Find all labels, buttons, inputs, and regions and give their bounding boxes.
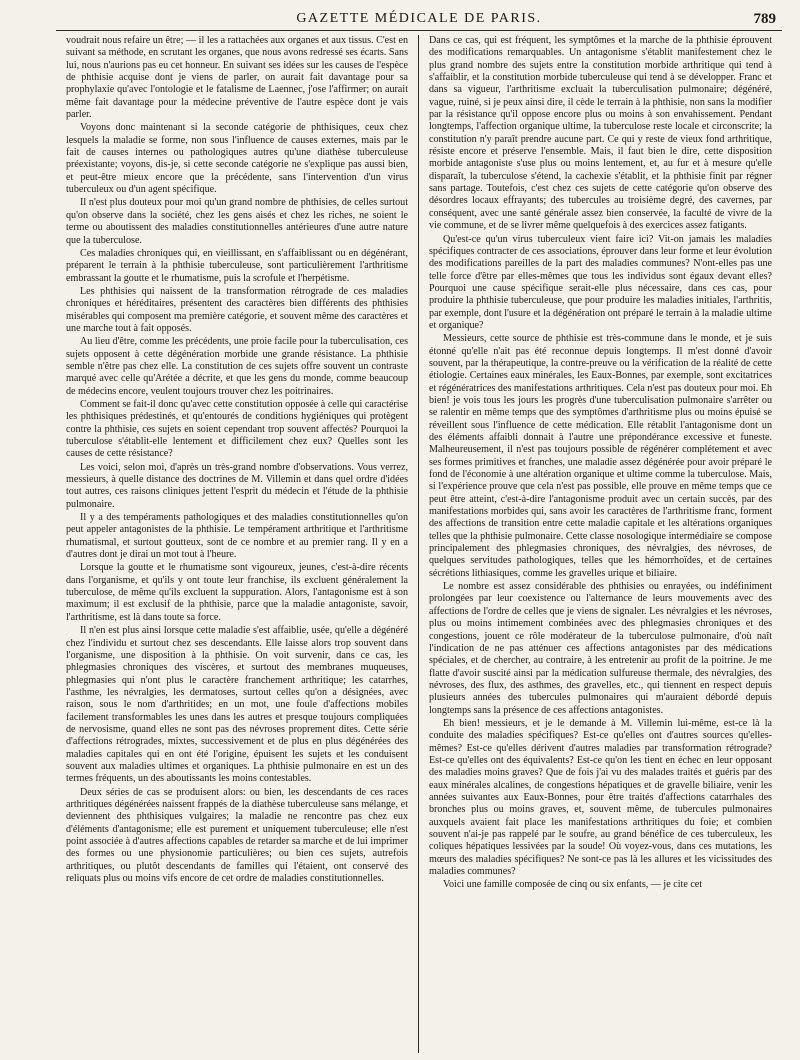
paragraph: Au lieu d'être, comme les précédents, une proie facile pour la tuberculisation, ces sujets opposent à cette dégénération morbide une grande résistance. La phthisie semble n'être pas chez elle. La constitution de ces sujets offre souvent un contraste marqué avec celle qu'Arétée a décrite, et que les gens du monde, comme beaucoup de médecins encore, veulent toujours trouver chez les poitrinaires. <box>66 336 408 397</box>
paragraph: Deux séries de cas se produisent alors: ou bien, les descendants de ces races arthritiques dégénérées naissent frappés de la diathèse tuberculeuse sans mélange, et deviennent des phthisiques vulgaires; la maladie ne rencontre pas chez eux d'éléments d'antagonisme; elle est purement et uniquement tuberculeuse; elle n'est point associée à d'autres affections capables de retarder sa marche et de lui imprimer des formes ou une physionomie particulières; ou bien ces sujets, autrefois arthritiques, ou plutôt descendants de familles qui l'étaient, ont conservé des reliquats plus ou moins vifs encore de cet ordre de maladies constitutionnelles. <box>66 786 408 885</box>
paragraph: Comment se fait-il donc qu'avec cette constitution opposée à celle qui caractérise les phthisiques prédestinés, et qu'entourés de conditions hygiéniques qui protègent contre la phthisie, ces sujets en soient cependant trop souvent affectés? Pourquoi la tuberculose s'établit-elle lentement et difficilement chez eux? Quelles sont les causes de cette résistance? <box>66 398 408 460</box>
journal-title: GAZETTE MÉDICALE DE PARIS. <box>296 11 542 26</box>
paragraph: Voyons donc maintenant si la seconde catégorie de phthisiques, ceux chez lesquels la maladie se forme, non sous l'influence de causes externes, mais par le fait de causes internes ou pathologiques autres qu'une diathèse tuberculeuse préexistante; voyons, dis-je, si cette seconde catégorie ne s'explique pas aussi bien, et peut-être mieux encore que la précédente, sans l'intervention d'un virus tuberculeux ou d'un agent spécifique. <box>66 122 408 196</box>
paragraph: Les voici, selon moi, d'après un très-grand nombre d'observations. Vous verrez, messieurs, à quelle distance des doctrines de M. Villemin et dans quel ordre d'idées tout autres, ces raisons cliniques jettent l'esprit du médecin et l'étude de la phthisie pulmonaire. <box>66 461 408 510</box>
paragraph: Il y a des tempéraments pathologiques et des maladies constitutionnelles qu'on peut appeler antagonistes de la phthisie. Le tempérament arthritique et l'arthritisme rhumatismal, et surtout goutteux, sont de ce nombre et au premier rang. Il y en a d'autres dont je dirai un mot tout à l'heure. <box>66 512 408 561</box>
paragraph: voudrait nous refaire un être; — il les a rattachées aux organes et aux tissus. C'est en suivant sa méthode, en scrutant les organes, que nous avons redressé ses écarts. Sans lui, nous n'aurions pas eu cet honneur. En suivant ses idées sur les causes de l'espèce de phthisie acquise dont je viens de parler, on aurait fait davantage pour sa prophylaxie qu'avec l'ontologie et le fatalisme de Laennec, j'ose l'affirmer; on aurait même fait davantage pour la médecine préventive de l'autre espèce dont je vais parler. <box>66 35 408 121</box>
paragraph: Qu'est-ce qu'un virus tuberculeux vient faire ici? Vit-on jamais les maladies spécifiques contracter de ces associations, éprouver dans leur forme et leur évolution des modifications pareilles de la part des maladies communes? N'ont-elles pas une telle force d'être par elles-mêmes que tous les individus sont égaux devant elles? Pourquoi une cause spécifique serait-elle plus nécessaire, dans ces cas, pour produire la phthisie tuberculeuse, que pour produire les maladies initiales, l'arthritis, par exemple, dont l'usure et la dégénération ont préparé le terrain à la maladie ultime et organique? <box>429 233 772 331</box>
paragraph: Il n'en est plus ainsi lorsque cette maladie s'est affaiblie, usée, qu'elle a dégénéré chez l'individu et surtout chez ses descendants. Elle laisse alors trop souvent dans l'organisme, une disposition à la phthisie. On voit survenir, dans ce cas, les phlegmasies chroniques des viscères, et surtout des membranes muqueuses, phlegmasies qui n'ont plus le caractère franchement arthritique; les catarrhes, l'asthme, les névralgies, les dermatoses, surtout celles qu'on a désignées, avec raison, sous le nom d'arthritides; en un mot, une foule d'affections mobiles facilement transformables les unes dans les autres et presque toujours compliquées de nervosisme, quand elles ne sont pas des névroses proprement dites. Cette série d'affections rétrogrades, mixtes, successivement et de plus en plus dégénérées des maladies capitales qui en ont été l'origine, épuisent les sujets et les conduisent souvent aux maladies ultimes et organiques. La phthisie pulmonaire en est un des termes fréquents, un des aboutissants les moins contestables. <box>66 625 408 785</box>
left-column <box>56 35 419 1053</box>
paragraph: Voici une famille composée de cinq ou six enfants, — je cite cet <box>443 879 703 891</box>
page-number: 789 <box>753 11 776 27</box>
paragraph: Messieurs, cette source de phthisie est très-commune dans le monde, et je suis étonné qu'elle n'ait pas été reconnue depuis longtemps. Il m'est donné d'avoir souvent, par la thérapeutique, la contre-preuve ou la vérification de la réalité de cette étiologie. Certaines eaux minérales, les Eaux-Bonnes, par exemple, sont excitatrices et régénératrices des manifestations arthritiques. Cela n'est pas douteux pour moi. Eh bien! je vois tous les jours les progrès d'une tuberculisation pulmonaire s'arrêter ou se ralentir en même temps que des symptômes d'arthritisme plus ou moins épuisé se réveillent sous l'influence de cette médication. Elle rétablit l'antagonisme dont un des éléments affaibli donnait à l'autre une prépondérance excessive et funeste. Malheureusement, il n'est pas toujours possible de régénérer complétement et avec ses formes primitives et franches, une maladie assez dégénérée pour avoir préparé le fond de l'économie à une altération organique et ultime comme la tuberculose. Mais, si l'expérience prouve que cela n'est pas possible, elle prouve en même temps que ce peut être atteint, c'est-à-dire l'antagonisme produit avec un certain succès, par des manifestations morbides qui, sans avoir les caractères de l'arthritisme franc, forment des affections de transition entre cette maladie capitale et les altérations organiques telles que la phthisie pulmonaire. Cette classe nosologique intermédiaire se compose principalement des phlegmasies chroniques, des névralgies, des névroses, de quelques servitudes pathologiques, telles que les hémorrhoïdes, et de certaines sécrétions lithiasiques, comme les gravelles urique et biliaire. <box>429 333 772 579</box>
paragraph: Le nombre est assez considérable des phthisies ou enrayées, ou indéfiniment prolongées par leur coexistence ou l'alternance de leurs mouvements avec des affections de l'ordre de celles que je viens de signaler. Les névralgies et les névroses, plus ou moins intimement combinées avec des phlegmasies chroniques et des congestions, jouent ce rôle modérateur de la tuberculose pulmonaire, d'où naît l'indication de ne pas atténuer ces affections antagonistes par des médications spéciales, et de chercher, au contraire, à les entretenir au profit de la poitrine. Je me flatte d'avoir suscité ainsi par la médication sulfureuse thermale, des névralgies, des névroses, des flux, des asthmes, des gravelles, etc., qui tiennent en respect depuis plusieurs années des tubercules pulmonaires qui m'auraient débordé depuis longtemps sans la présence de ces affections antagonistes. <box>429 581 772 716</box>
page-header <box>56 0 782 31</box>
text-columns <box>56 35 782 1053</box>
paragraph: Ces maladies chroniques qui, en vieillissant, en s'affaiblissant ou en dégénérant, préparent le terrain à la phthisie tuberculeuse, sont particulièrement l'arthritisme embrassant la goutte et le rhumatisme, puis la scrofule et l'herpétisme. <box>66 247 408 284</box>
paragraph: Les phthisies qui naissent de la transformation rétrograde de ces maladies chroniques et héréditaires, présentent des caractères bien différents des phthisies misérables qui composent ma première catégorie, et souvent même des caractères et une marche tout à fait opposés. <box>66 285 408 334</box>
paragraph: Dans ce cas, qui est fréquent, les symptômes et la marche de la phthisie éprouvent des modifications remarquables. Un antagonisme s'établit manifestement chez le plus grand nombre des sujets entre la constitution morbide arthritique qui tend à s'affaiblir, et la constitution morbide tuberculeuse qui tend à se développer. Franc et dans sa vigueur, l'arthritisme excluait la tuberculisation pulmonaire; dégénéré, vague, ruiné, si je peux ainsi dire, il cède le terrain à la phthisie, non sans la modifier par la résistance qu'il oppose encore plus ou moins à son envahissement. Pendant longtemps, l'affection organique ultime, la tuberculose reste locale et circonscrite; la constitution n'y paraît prendre aucune part. Ce qui y reste de vieux fond arthritique, résiste encore et préserve l'ensemble. Mais, il faut bien le dire, cette disposition morbide antagoniste s'use plus ou moins lentement, et, au fur et à mesure qu'elle disparaît, la tuberculose s'étend, la cachexie s'établit, et la phthisie finit par régner sans partage. Toutefois, c'est chez ces sujets de cette catégorie qu'on observe des désordres locaux effrayants; des tubercules au troisième degré, des cavernes, par conséquent, avec une santé générale assez bien conservée, la faculté de vivre de la vie commune, et de se livrer même quelquefois à des exercices assez fatigants. <box>429 35 772 232</box>
paragraph: Il n'est plus douteux pour moi qu'un grand nombre de phthisies, de celles surtout qu'on observe dans la société, chez les gens aisés et chez les riches, ne soient le terme ou aboutissent des maladies constitutionnelles antérieures d'une autre nature que la tuberculose. <box>66 197 408 246</box>
paragraph: Eh bien! messieurs, et je le demande à M. Villemin lui-même, est-ce là la conduite des maladies spécifiques? Est-ce qu'elles ont d'autres sources qu'elles-mêmes? Est-ce qu'elles dérivent d'autres maladies par transformation rétrograde? Est-ce qu'elles ont des équivalents? Est-ce qu'on les tient en échec en leur opposant des maladies moins graves? Que de fois j'ai vu des malades traités et guéris par des eaux minérales alcalines, de congestions hépatiques et de gravelle biliaire, venir les années suivantes aux Eaux-Bonnes, pour être traités d'affections catarrhales des bronches plus ou moins graves, et, souvent même, de tubercules pulmonaires auxquels avaient fait place les manifestations arthritiques du foie; et combien souvent n'ai-je pas rappelé par le soufre, au grand bénéfice de ces tuberculeux, les coliques hépatiques lessivées par la soude! Où voyez-vous, dans ces mutations, les mœurs des maladies spécifiques? Ne sont-ce pas là les allures et les vicissitudes des maladies communes? <box>429 717 772 878</box>
paragraph: Lorsque la goutte et le rhumatisme sont vigoureux, jeunes, c'est-à-dire récents dans l'organisme, et qu'ils y ont toute leur franchise, ils excluent généralement la tuberculose, de même qu'ils excluent la suppuration. Alors, l'antagonisme est à son maximum; il est exclusif de la phthisie, parce que la maladie antagoniste, savoir, l'arthritisme, est là dans toute sa force. <box>66 562 408 623</box>
right-column <box>419 35 782 1053</box>
